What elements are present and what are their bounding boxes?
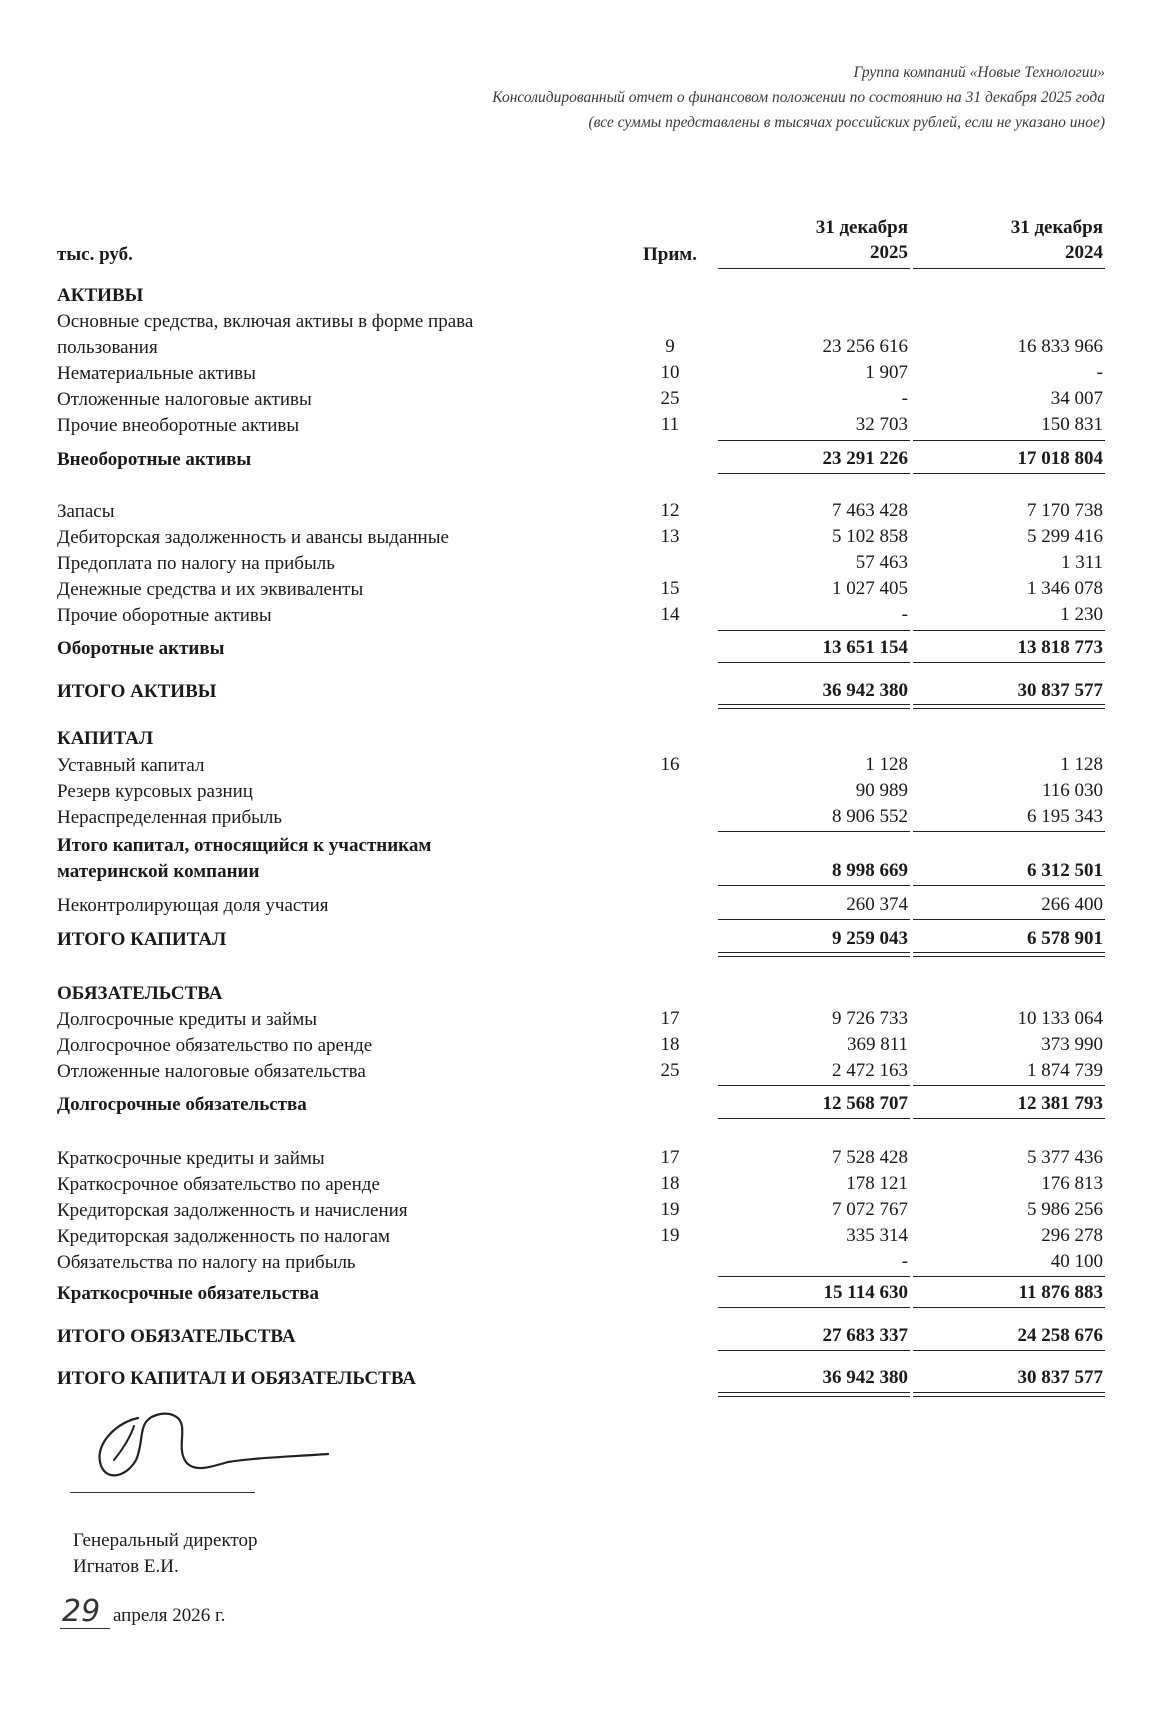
row-note: 17 bbox=[660, 1008, 680, 1029]
row-label: Нераспределенная прибыль bbox=[57, 807, 283, 828]
row-note: 13 bbox=[660, 526, 680, 547]
row-value-2025: - bbox=[901, 1251, 908, 1272]
row-label: Запасы bbox=[57, 501, 115, 522]
date-day-underline bbox=[60, 1628, 110, 1629]
row-value-2024: 30 837 577 bbox=[1017, 680, 1103, 701]
row-label-noncurrent-assets: Внеоборотные активы bbox=[57, 449, 252, 470]
signatory-position: Генеральный директор bbox=[73, 1530, 258, 1551]
row-value-2024: 6 312 501 bbox=[1027, 860, 1103, 881]
row-value-2024: - bbox=[1096, 362, 1103, 383]
row-label: Кредиторская задолженность по налогам bbox=[57, 1226, 391, 1247]
subtotal-rule bbox=[913, 919, 1105, 920]
row-label: Прочие внеоборотные активы bbox=[57, 415, 300, 436]
row-value-2024: 1 230 bbox=[1060, 604, 1103, 625]
subtotal-rule bbox=[718, 1085, 910, 1086]
row-value-2025: 36 942 380 bbox=[822, 680, 908, 701]
row-label: Долгосрочные кредиты и займы bbox=[57, 1009, 317, 1030]
col-2024-heading-rule bbox=[913, 268, 1105, 269]
row-label-current-liabilities: Краткосрочные обязательства bbox=[57, 1283, 320, 1304]
row-value-2025: 8 998 669 bbox=[832, 860, 908, 881]
subtotal-underline bbox=[718, 662, 910, 663]
total-double-rule bbox=[913, 952, 1105, 957]
section-liabilities-heading: ОБЯЗАТЕЛЬСТВА bbox=[57, 983, 223, 1004]
total-double-rule bbox=[913, 704, 1105, 709]
row-label: пользования bbox=[57, 337, 158, 358]
row-label: Предоплата по налогу на прибыль bbox=[57, 553, 335, 574]
row-value-2025: 15 114 630 bbox=[823, 1282, 908, 1303]
row-note: 25 bbox=[660, 388, 680, 409]
row-value-2025: 369 811 bbox=[846, 1034, 908, 1055]
subtotal-rule bbox=[718, 831, 910, 832]
col-2024-heading-line2: 2024 bbox=[1065, 242, 1103, 263]
row-note: 11 bbox=[660, 414, 680, 435]
row-label-total-equity-and-liabilities: ИТОГО КАПИТАЛ И ОБЯЗАТЕЛЬСТВА bbox=[57, 1368, 417, 1389]
row-value-2024: 7 170 738 bbox=[1027, 500, 1103, 521]
row-label: Краткосрочные кредиты и займы bbox=[57, 1148, 325, 1169]
subtotal-underline bbox=[718, 1118, 910, 1119]
subtotal-rule bbox=[718, 919, 910, 920]
row-label: Отложенные налоговые активы bbox=[57, 389, 312, 410]
row-label: Краткосрочное обязательство по аренде bbox=[57, 1174, 380, 1195]
row-label: Нематериальные активы bbox=[57, 363, 256, 384]
row-value-2025: 13 651 154 bbox=[822, 637, 908, 658]
row-label-total-equity: ИТОГО КАПИТАЛ bbox=[57, 929, 227, 950]
subtotal-rule bbox=[913, 1276, 1105, 1277]
row-value-2024: 5 377 436 bbox=[1027, 1147, 1103, 1168]
row-value-2024: 16 833 966 bbox=[1017, 336, 1103, 357]
subtotal-underline bbox=[913, 1350, 1105, 1351]
subtotal-rule bbox=[718, 630, 910, 631]
row-value-2024: 40 100 bbox=[1050, 1251, 1103, 1272]
row-value-2025: 178 121 bbox=[846, 1173, 908, 1194]
row-value-2025: 32 703 bbox=[855, 414, 908, 435]
row-value-2025: 335 314 bbox=[846, 1225, 908, 1246]
unit-heading: тыс. руб. bbox=[57, 244, 133, 265]
row-value-2024: 176 813 bbox=[1041, 1173, 1103, 1194]
row-value-2025: 1 128 bbox=[865, 754, 908, 775]
row-value-2024: 1 346 078 bbox=[1027, 578, 1103, 599]
signature-line bbox=[70, 1492, 255, 1493]
row-value-2024: 5 299 416 bbox=[1027, 526, 1103, 547]
col-2025-heading-rule bbox=[718, 268, 910, 269]
row-label: Уставный капитал bbox=[57, 755, 205, 776]
row-value-2025: 8 906 552 bbox=[832, 806, 908, 827]
signatory-name: Игнатов Е.И. bbox=[73, 1556, 179, 1577]
row-note: 16 bbox=[660, 754, 680, 775]
row-label: Основные средства, включая активы в форме права bbox=[57, 311, 474, 332]
section-assets-heading: АКТИВЫ bbox=[57, 285, 144, 306]
row-value-2024: 11 876 883 bbox=[1018, 1282, 1103, 1303]
row-value-2024: 13 818 773 bbox=[1017, 637, 1103, 658]
subtotal-rule bbox=[913, 440, 1105, 441]
row-note: 9 bbox=[665, 336, 675, 357]
row-label: Итого капитал, относящийся к участникам bbox=[57, 835, 432, 856]
row-note: 10 bbox=[660, 362, 680, 383]
row-value-2025: - bbox=[901, 604, 908, 625]
row-value-2024: 116 030 bbox=[1041, 780, 1103, 801]
row-value-2024: 1 128 bbox=[1060, 754, 1103, 775]
row-value-2025: 57 463 bbox=[855, 552, 908, 573]
row-label: Обязательства по налогу на прибыль bbox=[57, 1252, 356, 1273]
row-note: 17 bbox=[660, 1147, 680, 1168]
units-note: (все суммы представлены в тысячах российских рублей, если не указано иное) bbox=[588, 114, 1105, 131]
row-value-2024: 150 831 bbox=[1041, 414, 1103, 435]
row-value-2024: 373 990 bbox=[1041, 1034, 1103, 1055]
row-value-2024: 6 195 343 bbox=[1027, 806, 1103, 827]
total-double-rule bbox=[718, 1392, 910, 1397]
subtotal-underline bbox=[718, 1350, 910, 1351]
row-note: 19 bbox=[660, 1225, 680, 1246]
row-value-2025: 1 907 bbox=[865, 362, 908, 383]
row-label-current-assets: Оборотные активы bbox=[57, 638, 225, 659]
row-value-2025: 7 463 428 bbox=[832, 500, 908, 521]
row-note: 14 bbox=[660, 604, 680, 625]
note-heading: Прим. bbox=[643, 244, 697, 265]
row-label-noncurrent-liabilities: Долгосрочные обязательства bbox=[57, 1094, 307, 1115]
row-value-2024: 6 578 901 bbox=[1027, 928, 1103, 949]
row-value-2024: 12 381 793 bbox=[1017, 1093, 1103, 1114]
section-equity-heading: КАПИТАЛ bbox=[57, 728, 154, 749]
row-value-2025: 9 259 043 bbox=[832, 928, 908, 949]
row-value-2025: 90 989 bbox=[855, 780, 908, 801]
row-label: Денежные средства и их эквиваленты bbox=[57, 579, 364, 600]
row-label: Кредиторская задолженность и начисления bbox=[57, 1200, 408, 1221]
document-header bbox=[492, 60, 1105, 135]
row-label: Прочие оборотные активы bbox=[57, 605, 272, 626]
row-value-2025: 12 568 707 bbox=[822, 1093, 908, 1114]
row-label-parent-equity: материнской компании bbox=[57, 861, 260, 882]
report-title: Консолидированный отчет о финансовом положении по состоянию на 31 декабря 2025 года bbox=[492, 89, 1105, 106]
row-label: Долгосрочное обязательство по аренде bbox=[57, 1035, 373, 1056]
row-value-2024: 1 874 739 bbox=[1027, 1060, 1103, 1081]
subtotal-rule bbox=[913, 1085, 1105, 1086]
col-2025-heading-line2: 2025 bbox=[870, 242, 908, 263]
row-value-2025: 27 683 337 bbox=[822, 1325, 908, 1346]
col-2024-heading-line1: 31 декабря bbox=[1010, 217, 1103, 238]
row-value-2025: 23 256 616 bbox=[822, 336, 908, 357]
company-name: Группа компаний «Новые Технологии» bbox=[853, 64, 1105, 81]
total-double-rule bbox=[913, 1392, 1105, 1397]
row-label-total-liabilities: ИТОГО ОБЯЗАТЕЛЬСТВА bbox=[57, 1326, 296, 1347]
subtotal-underline bbox=[718, 1307, 910, 1308]
row-note: 18 bbox=[660, 1034, 680, 1055]
row-value-2024: 266 400 bbox=[1041, 894, 1103, 915]
subtotal-rule bbox=[718, 440, 910, 441]
row-value-2025: 1 027 405 bbox=[832, 578, 908, 599]
row-value-2025: - bbox=[901, 388, 908, 409]
row-value-2025: 5 102 858 bbox=[832, 526, 908, 547]
row-note: 19 bbox=[660, 1199, 680, 1220]
row-value-2024: 296 278 bbox=[1041, 1225, 1103, 1246]
row-value-2025: 2 472 163 bbox=[832, 1060, 908, 1081]
row-value-2024: 30 837 577 bbox=[1017, 1367, 1103, 1388]
row-value-2024: 17 018 804 bbox=[1017, 448, 1103, 469]
row-note: 15 bbox=[660, 578, 680, 599]
row-value-2024: 1 311 bbox=[1060, 552, 1103, 573]
date-month-year: апреля 2026 г. bbox=[113, 1605, 226, 1626]
row-value-2024: 5 986 256 bbox=[1027, 1199, 1103, 1220]
subtotal-underline bbox=[913, 1307, 1105, 1308]
row-note: 25 bbox=[660, 1060, 680, 1081]
row-note: 12 bbox=[660, 500, 680, 521]
row-label: Дебиторская задолженность и авансы выданные bbox=[57, 527, 449, 548]
row-value-2024: 34 007 bbox=[1050, 388, 1103, 409]
signature-image bbox=[78, 1400, 338, 1500]
row-value-2024: 24 258 676 bbox=[1017, 1325, 1103, 1346]
total-double-rule bbox=[718, 704, 910, 709]
row-label: Резерв курсовых разниц bbox=[57, 781, 253, 802]
subtotal-underline bbox=[718, 473, 910, 474]
date-day-handwritten: 29 bbox=[62, 1594, 101, 1629]
subtotal-underline bbox=[718, 885, 910, 886]
subtotal-rule bbox=[913, 831, 1105, 832]
subtotal-underline bbox=[913, 1118, 1105, 1119]
row-value-2025: 9 726 733 bbox=[832, 1008, 908, 1029]
subtotal-underline bbox=[913, 885, 1105, 886]
row-label: Отложенные налоговые обязательства bbox=[57, 1061, 366, 1082]
row-label-total-assets: ИТОГО АКТИВЫ bbox=[57, 681, 217, 702]
total-double-rule bbox=[718, 952, 910, 957]
row-value-2025: 23 291 226 bbox=[822, 448, 908, 469]
subtotal-underline bbox=[913, 662, 1105, 663]
subtotal-underline bbox=[913, 473, 1105, 474]
row-note: 18 bbox=[660, 1173, 680, 1194]
row-value-2024: 10 133 064 bbox=[1017, 1008, 1103, 1029]
subtotal-rule bbox=[913, 630, 1105, 631]
row-value-2025: 7 072 767 bbox=[832, 1199, 908, 1220]
row-label: Неконтролирующая доля участия bbox=[57, 895, 329, 916]
row-value-2025: 260 374 bbox=[846, 894, 908, 915]
subtotal-rule bbox=[718, 1276, 910, 1277]
row-value-2025: 7 528 428 bbox=[832, 1147, 908, 1168]
col-2025-heading-line1: 31 декабря bbox=[815, 217, 908, 238]
row-value-2025: 36 942 380 bbox=[822, 1367, 908, 1388]
